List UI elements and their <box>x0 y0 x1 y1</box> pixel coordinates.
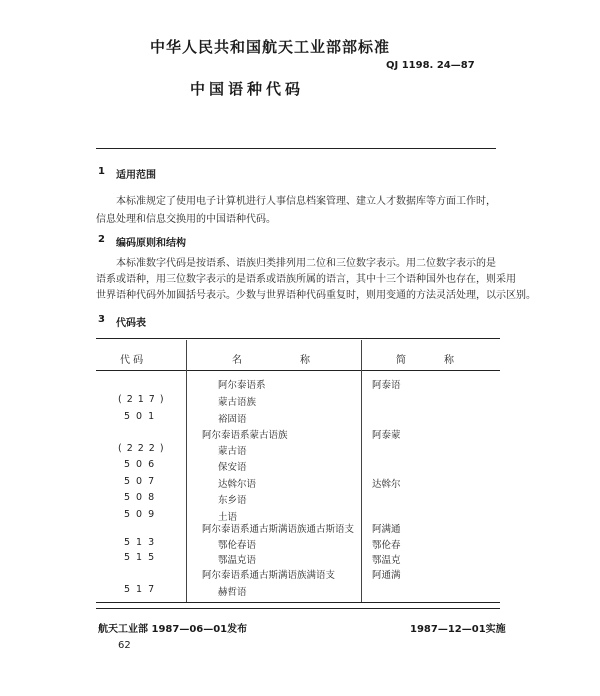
page-title: 中国语种代码 <box>190 80 305 98</box>
table-column-divider-2 <box>361 340 362 602</box>
section-2-line-2: 语系或语种，用三位数字表示的是语系或语族所属的语言，其中十三个语种国外也存在，则采用 <box>96 274 516 285</box>
table-row-11-abbr: 鄂伦春 <box>372 540 401 551</box>
issued-date: 航天工业部 1987—06—01发布 <box>98 624 248 635</box>
footer-rule <box>96 608 500 609</box>
table-row-6-name: 保安语 <box>218 462 247 473</box>
table-row-11-name: 鄂伦春语 <box>218 540 257 551</box>
section-1-heading: 适用范围 <box>116 170 156 181</box>
table-header-name-2: 称 <box>300 355 310 366</box>
table-row-12-name: 鄂温克语 <box>218 555 257 566</box>
table-header-abbr-2: 称 <box>444 355 454 366</box>
table-row-14-code: 517 <box>124 584 161 595</box>
section-2-line-1: 本标准数字代码是按语系、语族归类排列用二位和三位数字表示。用二位数字表示的是 <box>116 258 496 269</box>
table-row-7-code: 507 <box>124 476 161 487</box>
table-row-5-name: 蒙古语 <box>218 446 247 457</box>
table-row-11-code: 513 <box>124 537 161 548</box>
table-row-3-name: 裕固语 <box>218 414 247 425</box>
table-header-name-1: 名 <box>232 355 242 366</box>
table-row-13-abbr: 阿通满 <box>372 570 401 581</box>
table-header-code: 代 码 <box>120 355 144 366</box>
table-row-3-code: 501 <box>124 411 161 422</box>
table-column-divider-1 <box>186 340 187 602</box>
table-header-abbr-1: 简 <box>396 355 406 366</box>
table-row-9-name: 土语 <box>218 512 238 523</box>
section-1-number: 1 <box>98 166 105 177</box>
section-2-heading: 编码原则和结构 <box>116 238 186 249</box>
table-row-6-code: 506 <box>124 459 161 470</box>
section-2-line-3: 世界语种代码外加圆括号表示。少数与世界语种代码重复时，则用变通的方法灵活处理，以示区别。 <box>96 290 536 301</box>
table-row-1-abbr: 阿泰语 <box>372 380 401 391</box>
section-3-number: 3 <box>98 314 105 325</box>
table-row-4-abbr: 阿泰蒙 <box>372 430 401 441</box>
table-row-13-name: 阿尔泰语系通古斯满语族满语支 <box>202 570 336 581</box>
table-row-7-name: 达斡尔语 <box>218 479 257 490</box>
table-row-5-code: (222) <box>118 443 169 454</box>
table-bottom-rule <box>96 602 500 603</box>
table-row-7-abbr: 达斡尔 <box>372 479 401 490</box>
table-row-1-name: 阿尔泰语系 <box>218 380 266 391</box>
table-top-rule <box>96 338 500 339</box>
section-3-heading: 代码表 <box>116 318 146 329</box>
section-1-line-1: 本标准规定了使用电子计算机进行人事信息档案管理、建立人才数据库等方面工作时， <box>116 196 496 207</box>
table-row-4-name: 阿尔泰语系蒙古语族 <box>202 430 288 441</box>
table-row-10-name: 阿尔泰语系通古斯满语族通古斯语支 <box>202 524 355 535</box>
header-rule <box>96 148 496 149</box>
section-1-line-2: 信息处理和信息交换用的中国语种代码。 <box>96 214 276 225</box>
section-2-number: 2 <box>98 234 105 245</box>
table-header-rule <box>96 370 500 371</box>
table-row-8-code: 508 <box>124 492 161 503</box>
table-row-14-name: 赫哲语 <box>218 587 247 598</box>
standard-number: QJ 1198. 24—87 <box>386 60 475 71</box>
page-number: 62 <box>118 640 131 651</box>
table-row-2-name: 蒙古语族 <box>218 397 257 408</box>
table-row-9-code: 509 <box>124 509 161 520</box>
table-row-10-abbr: 阿满通 <box>372 524 401 535</box>
issuing-agency: 中华人民共和国航天工业部部标准 <box>150 38 391 56</box>
table-row-12-code: 515 <box>124 552 161 563</box>
table-row-12-abbr: 鄂温克 <box>372 555 401 566</box>
effective-date: 1987—12—01实施 <box>410 624 506 635</box>
table-row-8-name: 东乡语 <box>218 495 247 506</box>
table-row-2-code: (217) <box>118 394 169 405</box>
